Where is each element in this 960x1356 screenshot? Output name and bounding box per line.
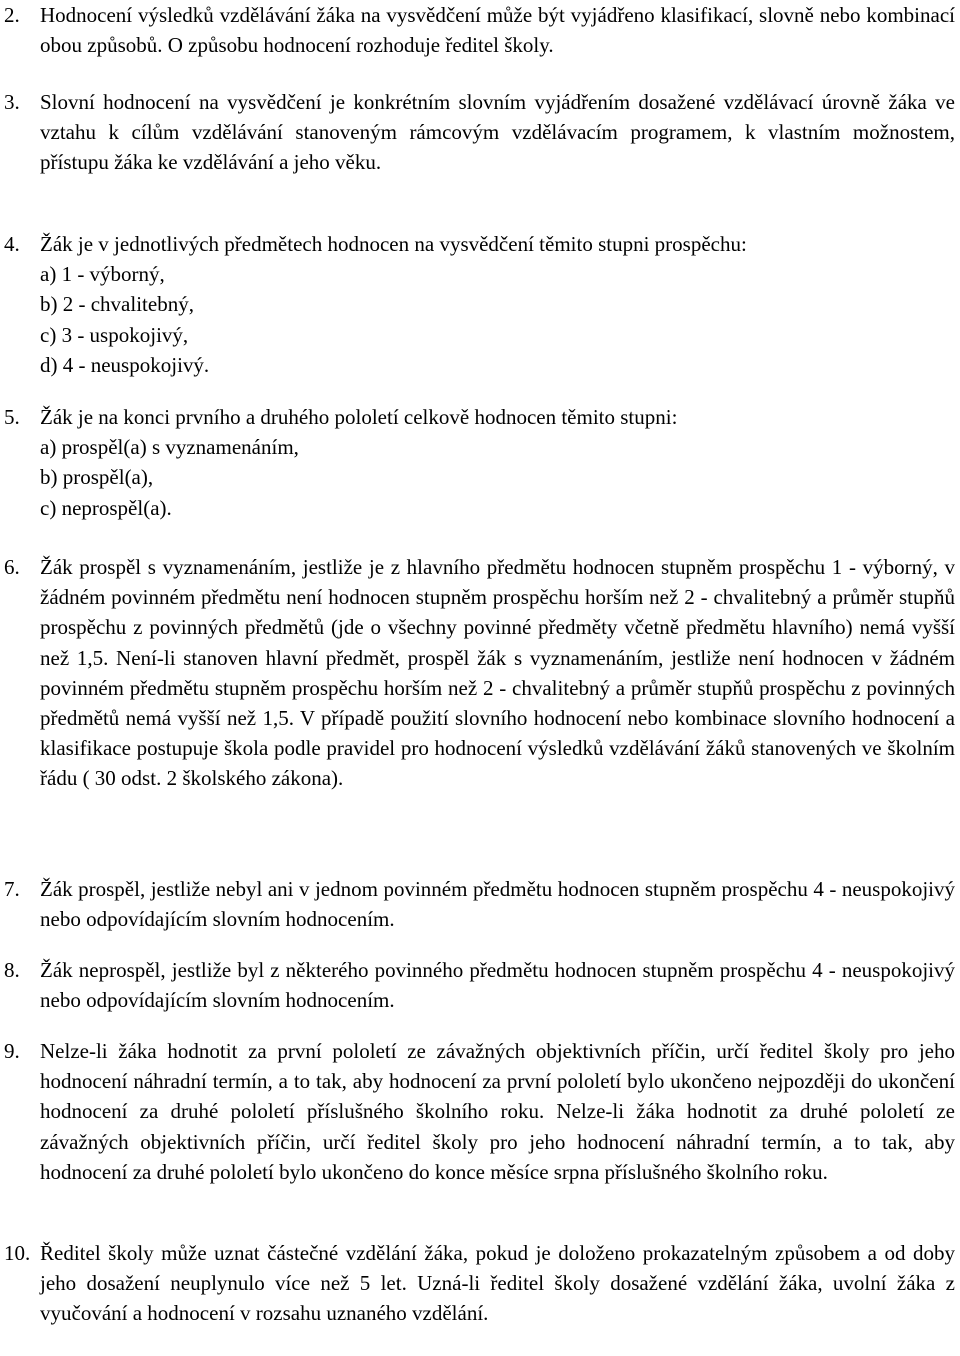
grade-option: b) 2 - chvalitebný,	[40, 292, 194, 317]
grade-option: a) 1 - výborný,	[40, 262, 165, 287]
list-item-8	[0, 955, 955, 1015]
item-number: 4.	[4, 232, 20, 256]
list-item-6	[0, 552, 955, 794]
list-item-10	[0, 1238, 955, 1329]
item-text: Ředitel školy může uznat částečné vzdělání žáka, pokud je doloženo prokazatelným způsobem a od doby jeho dosažení neuplynulo více než 5 let. Uzná-li ředitel školy dosažené vzdělání žáka, uvolní žáka z vyučování a hodnocení v rozsahu uznaného vzdělání.	[40, 1241, 955, 1326]
item-text: Žák prospěl s vyznamenáním, jestliže je z hlavního předmětu hodnocen stupněm prospěchu 1 - výborný, v žádném povinném předmětu není hodnocen stupněm prospěchu horším než 2 - chvalitebný a průměr stupňů prospěchu z povinných předmětů (jde o všechny povinné předměty včetně předmětu hlavního) nemá vyšší než 1,5. Není-li stanoven hlavní předmět, prospěl žák s vyznamenáním, jestliže není hodnocen v žádném povinném předmětu stupněm prospěchu horším než 2 - chvalitebný a průměr stupňů prospěchu z povinných předmětů nemá vyšší než 1,5. V případě použití slovního hodnocení nebo kombinace slovního hodnocení a klasifikace postupuje škola podle pravidel pro hodnocení výsledků vzdělávání žáků stanovených ve školním řádu ( 30 odst. 2 školského zákona).	[40, 555, 955, 791]
item-number: 7.	[4, 877, 20, 901]
item-text: Nelze-li žáka hodnotit za první pololetí ze závažných objektivních příčin, určí ředitel školy pro jeho hodnocení náhradní termín, a to tak, aby hodnocení za první pololetí bylo ukončeno nejpozději do ukončení hodnocení za druhé pololetí příslušného školního roku. Nelze-li žáka hodnotit za druhé pololetí ze závažných objektivních příčin, určí ředitel školy pro jeho hodnocení náhradní termín, a to tak, aby hodnocení za druhé pololetí bylo ukončeno do konce měsíce srpna příslušného školního roku.	[40, 1039, 955, 1184]
item-number: 9.	[4, 1039, 20, 1063]
item-number: 5.	[4, 405, 20, 429]
item-text: Žák je na konci prvního a druhého pololetí celkově hodnocen těmito stupni:	[40, 405, 678, 429]
list-item-3	[0, 87, 955, 178]
item-text: Žák prospěl, jestliže nebyl ani v jednom povinném předmětu hodnocen stupněm prospěchu 4 - neuspokojivý nebo odpovídajícím slovním hodnocením.	[40, 877, 955, 932]
item-number: 2.	[4, 3, 20, 27]
grade-option: d) 4 - neuspokojivý.	[40, 352, 210, 377]
list-item-5	[0, 402, 955, 523]
item-content	[40, 229, 955, 380]
list-item-7	[0, 874, 955, 934]
overall-grade-option: b) prospěl(a),	[40, 465, 154, 490]
list-item-4	[0, 229, 955, 380]
item-number: 10.	[4, 1241, 31, 1265]
grade-option: c) 3 - uspokojivý,	[40, 322, 189, 347]
item-number: 3.	[4, 90, 20, 114]
item-content	[40, 402, 955, 523]
item-text: Hodnocení výsledků vzdělávání žáka na vysvědčení může být vyjádřeno klasifikací, slovně nebo kombinací obou způsobů. O způsobu hodnocení rozhoduje ředitel školy.	[40, 3, 955, 58]
overall-grade-option: c) neprospěl(a).	[40, 495, 172, 520]
item-text: Slovní hodnocení na vysvědčení je konkrétním slovním vyjádřením dosažené vzdělávací úrovně žáka ve vztahu k cílům vzdělávání stanoveným rámcovým vzdělávacím programem, k vlastním možnostem, přístupu žáka ke vzdělávání a jeho věku.	[40, 90, 955, 175]
item-number: 8.	[4, 958, 20, 982]
list-item-2	[0, 0, 955, 60]
item-text: Žák je v jednotlivých předmětech hodnocen na vysvědčení těmito stupni prospěchu:	[40, 232, 747, 256]
item-text: Žák neprospěl, jestliže byl z některého povinného předmětu hodnocen stupněm prospěchu 4 - neuspokojivý nebo odpovídajícím slovním hodnocením.	[40, 958, 955, 1013]
list-item-9	[0, 1036, 955, 1187]
item-number: 6.	[4, 555, 20, 579]
overall-grade-option: a) prospěl(a) s vyznamenáním,	[40, 435, 299, 460]
